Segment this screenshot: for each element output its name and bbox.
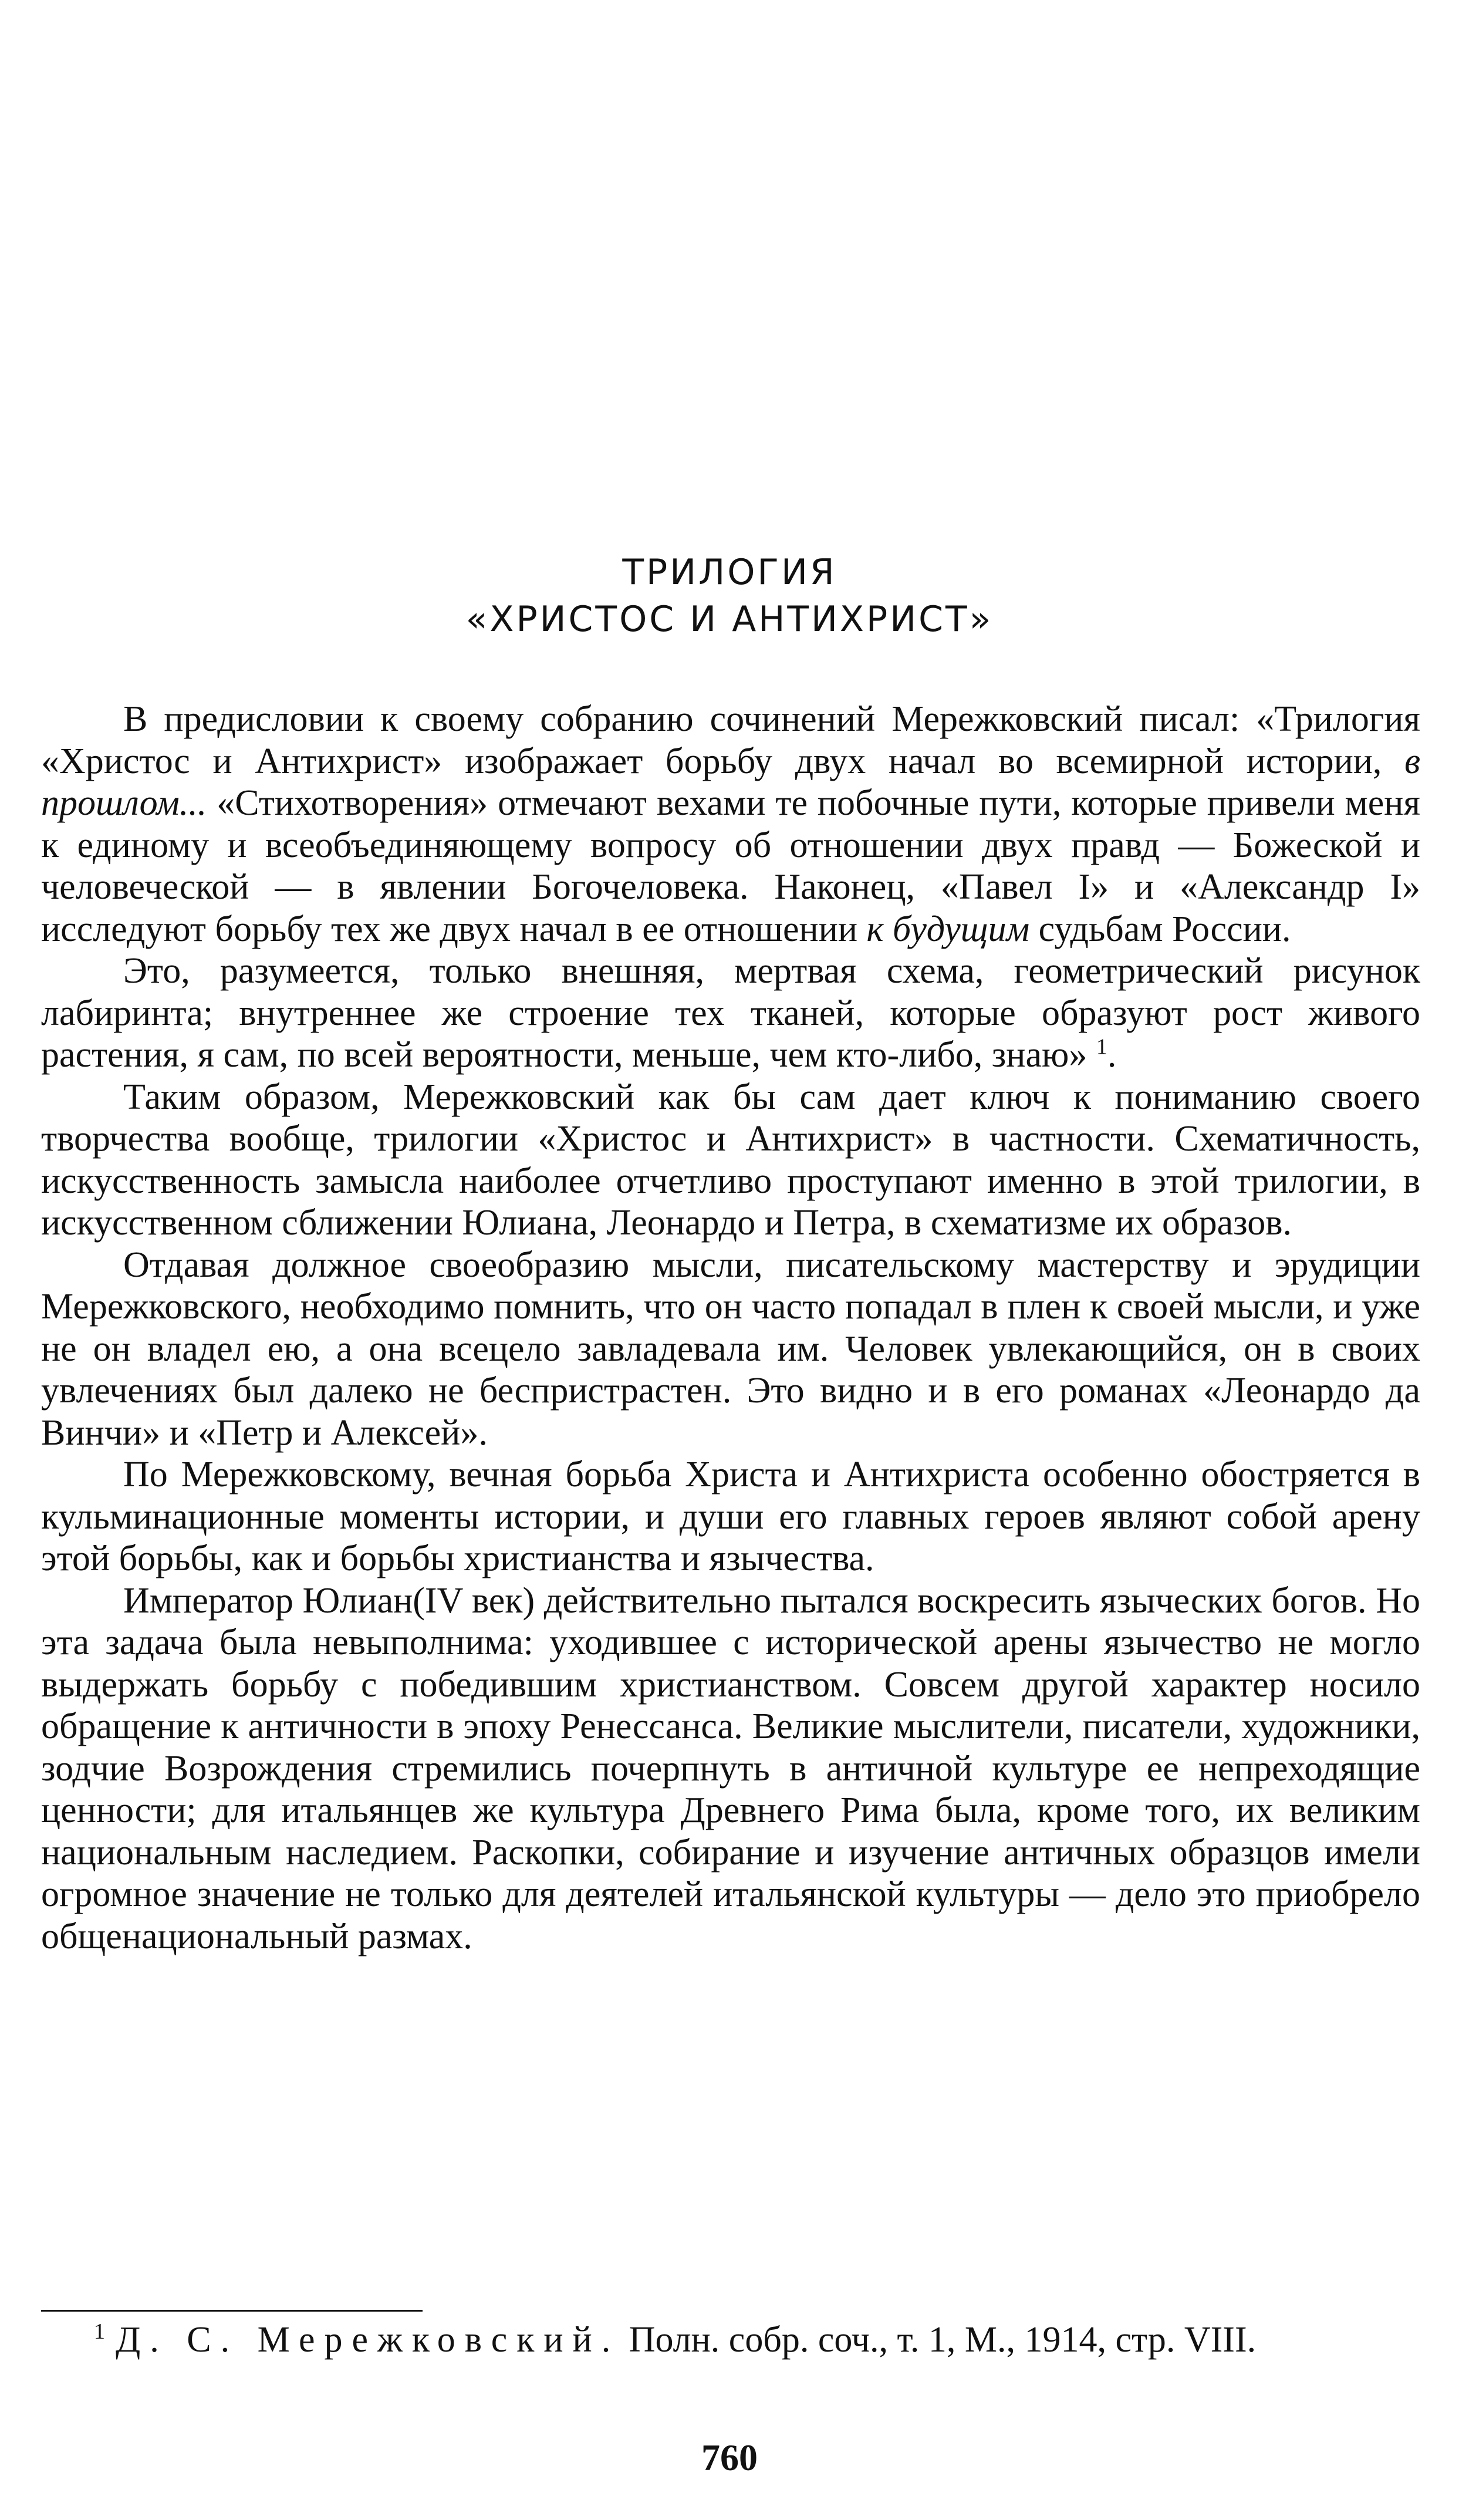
- paragraph-4: Отдавая должное своеобразию мысли, писательскому мастерству и эрудиции Мережковского, необходимо помнить, что он часто попадал в плен к своей мысли, и уже не он владел ею, а она всецело завладевала им. Человек увлекающийся, он в своих увлечениях был далеко не беспристрастен. Это видно и в его романах «Леонардо да Винчи» и «Петр и Алексей».: [41, 1244, 1420, 1453]
- footnote-marker: 1: [94, 2319, 105, 2344]
- paragraph-2-text: Это, разумеется, только внешняя, мертвая схема, геометрический рисунок лабиринта; внутреннее же строение тех тканей, которые образуют рост живого растения, я сам, по всей вероятности, меньше, чем кто-либо, знаю»: [41, 951, 1420, 1075]
- paragraph-5: По Мережковскому, вечная борьба Христа и Антихриста особенно обостряется в кульминационные моменты истории, и души его главных героев являют собой арену этой борьбы, как и борьбы христианства и язычества.: [41, 1455, 1420, 1578]
- paragraph-1-text-a: В предисловии к своему собранию сочинений Мережковский писал: «Трилогия «Христос и Антихрист» изображает борьбу двух начал во всемирной истории,: [41, 699, 1420, 781]
- paragraph-1-italic-a: в прошлом...: [41, 741, 1420, 823]
- footnote-citation: Полн. собр. соч., т. 1, М., 1914, стр. VIII.: [620, 2320, 1257, 2360]
- paragraph-6: Император Юлиан(IV век) действительно пытался воскресить языческих богов. Но эта задача была невыполнима: уходившее с исторической арены язычество не могло выдержать борьбу с победившим христианством. Совсем другой характер носило обращение к античности в эпоху Ренессанса. Великие мыслители, писатели, художники, зодчие Возрождения стремились почерпнуть в античной культуре ее непреходящие ценности; для итальянцев же культура Древнего Рима была, кроме того, их великим национальным наследием. Раскопки, собирание и изучение античных образцов имели огромное значение не только для деятелей итальянской культуры — дело это приобрело общенациональный размах.: [41, 1580, 1420, 1956]
- chapter-title-line-2: «ХРИСТОС И АНТИХРИСТ»: [465, 599, 994, 640]
- paragraph-2: [41, 950, 1420, 1077]
- paragraph-2-end: .: [1107, 1035, 1117, 1075]
- paragraph-1-italic-b: к будущим: [866, 909, 1030, 949]
- paragraph-1: [41, 699, 1420, 950]
- paragraph-1-text-b: «Стихотворения» отмечают вехами те побочные пути, которые привели меня к единому и всеобъединяющему вопросу об отношении двух правд — Божеской и человеческой — в явлении Богочеловека. Наконец, «Павел I» и «Александр I» исследуют борьбу тех же двух начал в ее отношении: [41, 783, 1420, 949]
- chapter-title-line-1: ТРИЛОГИЯ: [622, 552, 837, 593]
- footnote-text: [41, 2319, 1420, 2361]
- paragraph-1-text-c: судьбам России.: [1029, 909, 1291, 949]
- body-text: [41, 699, 1420, 1958]
- page-number: 760: [701, 2437, 758, 2478]
- footnote-author: Д. С. Мережковский.: [116, 2320, 620, 2360]
- footnote-divider: [41, 2310, 423, 2312]
- footnote-reference: 1: [1096, 1034, 1107, 1060]
- footnote: [41, 2319, 1420, 2361]
- paragraph-3: Таким образом, Мережковский как бы сам дает ключ к пониманию своего творчества вообще, трилогии «Христос и Антихрист» в частности. Схематичность, искусственность замысла наиболее отчетливо проступают именно в этой трилогии, в искусственном сближении Юлиана, Леонардо и Петра, в схематизме их образов.: [41, 1077, 1420, 1243]
